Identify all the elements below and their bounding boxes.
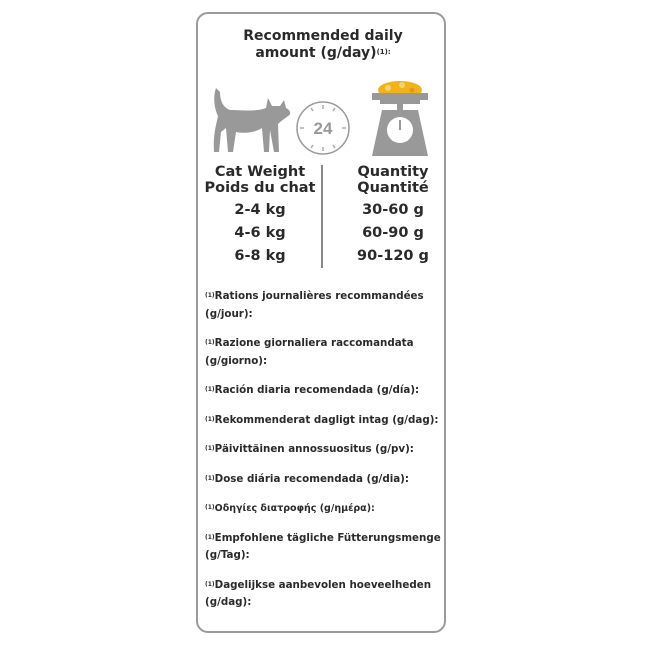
footnote-text: Empfohlene tägliche Fütterungsmenge (g/Tag): (205, 531, 441, 561)
footnote-sv (205, 412, 445, 430)
weight-header-fr: Poids du chat (204, 180, 316, 196)
quantity-column (330, 164, 456, 268)
quantity-cell: 90-120 g (357, 248, 429, 264)
quantity-header-en: Quantity (357, 164, 429, 180)
food-scale-icon (368, 80, 432, 158)
footnote-marker: (1): (376, 48, 391, 56)
footnote-marker: (1) (205, 386, 215, 393)
weight-cell: 4-6 kg (234, 225, 286, 241)
quantity-header-fr: Quantité (357, 180, 429, 196)
cat-weight-column (200, 164, 320, 268)
footnote-marker: (1) (205, 474, 215, 482)
footnote-pt (205, 471, 445, 489)
title-line-2: amount (g/day) (255, 45, 377, 61)
footnote-marker: (1) (205, 292, 215, 299)
footnote-nl (205, 577, 445, 612)
footnote-el (205, 500, 445, 518)
footnote-it (205, 335, 445, 370)
footnote-marker: (1) (205, 533, 215, 541)
quantity-cell: 60-90 g (362, 225, 424, 241)
footnote-marker: (1) (205, 445, 215, 452)
footnotes (205, 288, 445, 624)
column-divider (321, 165, 323, 268)
footnote-marker: (1) (205, 415, 215, 423)
footnote-fr (205, 288, 445, 323)
footnote-text: Ración diaria recomendada (g/día): (214, 384, 420, 396)
weight-cell: 2-4 kg (234, 202, 286, 218)
clock-24-icon (295, 100, 351, 156)
footnote-text: Razione giornaliera raccomandata (g/giorno): (205, 337, 414, 367)
footnote-text: Οδηγίες διατροφής (g/ημέρα): (214, 503, 375, 514)
clock-label: 24 (313, 119, 333, 138)
footnote-marker: (1) (205, 339, 215, 346)
title-line-1: Recommended daily (243, 28, 403, 44)
footnote-es (205, 382, 445, 400)
cat-icon (210, 86, 292, 154)
quantity-cell: 30-60 g (362, 202, 424, 218)
footnote-marker: (1) (205, 504, 215, 511)
weight-header-en: Cat Weight (214, 164, 306, 180)
footnote-text: Rekommenderat dagligt intag (g/dag): (214, 413, 439, 426)
footnote-marker: (1) (205, 580, 215, 588)
footnote-text: Dagelijkse aanbevolen hoeveelheden (g/dag): (205, 578, 432, 608)
title (196, 28, 450, 62)
footnote-text: Dose diária recomendada (g/dia): (214, 472, 409, 485)
footnote-fi (205, 441, 445, 459)
footnote-text: Rations journalières recommandées (g/jour): (205, 290, 424, 320)
weight-cell: 6-8 kg (234, 248, 286, 264)
footnote-text: Päivittäinen annossuositus (g/pv): (214, 443, 414, 455)
footnote-de (205, 530, 445, 565)
